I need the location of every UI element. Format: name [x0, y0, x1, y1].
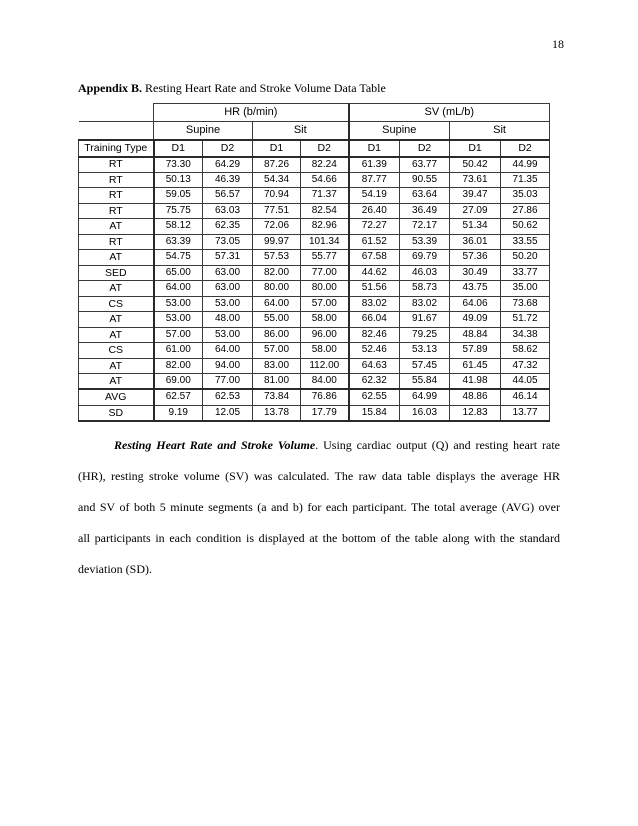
table-row: [79, 265, 550, 281]
training-type-cell: RT: [79, 203, 154, 219]
training-type-cell: AT: [79, 219, 154, 235]
value-cell: 63.77: [400, 157, 450, 173]
value-cell: 39.47: [450, 188, 501, 204]
value-cell: 64.06: [450, 296, 501, 312]
data-table-wrapper: [78, 103, 549, 419]
value-cell: 41.98: [450, 374, 501, 390]
table-row: [79, 172, 550, 188]
training-type-cell: AT: [79, 250, 154, 266]
value-cell: 71.35: [501, 172, 550, 188]
training-type-cell: CS: [79, 296, 154, 312]
table-row: [79, 203, 550, 219]
appendix-heading: [78, 81, 386, 96]
training-type-cell: RT: [79, 172, 154, 188]
paragraph-line-1-text: . Using cardiac output (Q) and resting heart rate: [315, 438, 560, 452]
value-cell: 64.63: [349, 358, 400, 374]
value-cell: 33.77: [501, 265, 550, 281]
value-cell: 79.25: [400, 327, 450, 343]
column-header: D1: [349, 140, 400, 157]
value-cell: 53.13: [400, 343, 450, 359]
summary-value-cell: 12.83: [450, 405, 501, 421]
value-cell: 65.00: [154, 265, 203, 281]
value-cell: 82.46: [349, 327, 400, 343]
value-cell: 82.00: [154, 358, 203, 374]
value-cell: 77.51: [253, 203, 301, 219]
summary-row-sd: [79, 405, 550, 421]
value-cell: 61.45: [450, 358, 501, 374]
value-cell: 64.00: [154, 281, 203, 297]
table-row: [79, 188, 550, 204]
summary-value-cell: 12.05: [203, 405, 253, 421]
value-cell: 91.67: [400, 312, 450, 328]
summary-label-cell: SD: [79, 405, 154, 421]
value-cell: 47.32: [501, 358, 550, 374]
value-cell: 82.96: [301, 219, 349, 235]
value-cell: 30.49: [450, 265, 501, 281]
table-row: [79, 343, 550, 359]
table-row: [79, 374, 550, 390]
table-row: [79, 312, 550, 328]
value-cell: 57.31: [203, 250, 253, 266]
summary-value-cell: 17.79: [301, 405, 349, 421]
paragraph-line-5: deviation (SD).: [78, 562, 152, 576]
value-cell: 50.42: [450, 157, 501, 173]
value-cell: 57.00: [154, 327, 203, 343]
value-cell: 55.00: [253, 312, 301, 328]
training-type-cell: RT: [79, 188, 154, 204]
value-cell: 62.35: [203, 219, 253, 235]
training-type-cell: AT: [79, 327, 154, 343]
header-row-groups: [79, 104, 550, 122]
summary-row-avg: [79, 389, 550, 405]
value-cell: 51.56: [349, 281, 400, 297]
value-cell: 57.00: [253, 343, 301, 359]
value-cell: 57.36: [450, 250, 501, 266]
value-cell: 54.19: [349, 188, 400, 204]
summary-value-cell: 16.03: [400, 405, 450, 421]
column-header: D1: [450, 140, 501, 157]
column-header: Training Type: [79, 140, 154, 157]
header-row-positions: [79, 122, 550, 140]
sub-header-supine: Supine: [349, 122, 450, 140]
empty-corner-cell: [79, 122, 154, 140]
value-cell: 53.00: [203, 296, 253, 312]
value-cell: 27.09: [450, 203, 501, 219]
summary-value-cell: 48.86: [450, 389, 501, 405]
value-cell: 63.03: [203, 203, 253, 219]
value-cell: 69.00: [154, 374, 203, 390]
paragraph-line-1: [78, 430, 560, 461]
table-row: [79, 296, 550, 312]
value-cell: 87.77: [349, 172, 400, 188]
value-cell: 53.00: [154, 296, 203, 312]
value-cell: 34.38: [501, 327, 550, 343]
value-cell: 58.12: [154, 219, 203, 235]
value-cell: 55.77: [301, 250, 349, 266]
training-type-cell: AT: [79, 312, 154, 328]
group-header-sv: SV (mL/b): [349, 104, 550, 122]
table-row: [79, 219, 550, 235]
value-cell: 61.00: [154, 343, 203, 359]
column-header: D2: [203, 140, 253, 157]
value-cell: 63.00: [203, 281, 253, 297]
value-cell: 50.62: [501, 219, 550, 235]
value-cell: 72.06: [253, 219, 301, 235]
value-cell: 72.17: [400, 219, 450, 235]
summary-value-cell: 46.14: [501, 389, 550, 405]
value-cell: 82.54: [301, 203, 349, 219]
summary-value-cell: 73.84: [253, 389, 301, 405]
value-cell: 54.66: [301, 172, 349, 188]
value-cell: 51.72: [501, 312, 550, 328]
empty-corner-cell: [79, 104, 154, 122]
summary-value-cell: 13.77: [501, 405, 550, 421]
value-cell: 67.58: [349, 250, 400, 266]
value-cell: 44.62: [349, 265, 400, 281]
value-cell: 55.84: [400, 374, 450, 390]
table-row: [79, 250, 550, 266]
value-cell: 48.84: [450, 327, 501, 343]
paragraph-lead: Resting Heart Rate and Stroke Volume: [114, 438, 316, 452]
paragraph-line-2: (HR), resting stroke volume (SV) was calculated. The raw data table displays the average HR: [78, 469, 560, 483]
training-type-cell: AT: [79, 358, 154, 374]
column-header: D1: [253, 140, 301, 157]
value-cell: 44.05: [501, 374, 550, 390]
value-cell: 53.39: [400, 234, 450, 250]
value-cell: 57.00: [301, 296, 349, 312]
value-cell: 71.37: [301, 188, 349, 204]
table-row: [79, 281, 550, 297]
training-type-cell: RT: [79, 234, 154, 250]
description-paragraph: [78, 430, 560, 585]
table-row: [79, 234, 550, 250]
summary-value-cell: 62.57: [154, 389, 203, 405]
value-cell: 53.00: [154, 312, 203, 328]
value-cell: 94.00: [203, 358, 253, 374]
value-cell: 58.73: [400, 281, 450, 297]
value-cell: 63.00: [203, 265, 253, 281]
appendix-title: Resting Heart Rate and Stroke Volume Data Table: [145, 81, 386, 95]
summary-label-cell: AVG: [79, 389, 154, 405]
training-type-cell: SED: [79, 265, 154, 281]
value-cell: 35.03: [501, 188, 550, 204]
value-cell: 99.97: [253, 234, 301, 250]
value-cell: 33.55: [501, 234, 550, 250]
value-cell: 75.75: [154, 203, 203, 219]
value-cell: 90.55: [400, 172, 450, 188]
value-cell: 73.05: [203, 234, 253, 250]
value-cell: 73.30: [154, 157, 203, 173]
summary-value-cell: 15.84: [349, 405, 400, 421]
value-cell: 96.00: [301, 327, 349, 343]
value-cell: 58.00: [301, 312, 349, 328]
value-cell: 87.26: [253, 157, 301, 173]
value-cell: 46.39: [203, 172, 253, 188]
sub-header-sit: Sit: [253, 122, 349, 140]
value-cell: 53.00: [203, 327, 253, 343]
value-cell: 58.00: [301, 343, 349, 359]
value-cell: 69.79: [400, 250, 450, 266]
summary-value-cell: 62.55: [349, 389, 400, 405]
value-cell: 61.52: [349, 234, 400, 250]
table-row: [79, 157, 550, 173]
column-header: D1: [154, 140, 203, 157]
column-header: D2: [301, 140, 349, 157]
value-cell: 66.04: [349, 312, 400, 328]
value-cell: 86.00: [253, 327, 301, 343]
value-cell: 43.75: [450, 281, 501, 297]
value-cell: 77.00: [203, 374, 253, 390]
value-cell: 54.75: [154, 250, 203, 266]
value-cell: 80.00: [253, 281, 301, 297]
appendix-label: Appendix B.: [78, 81, 143, 95]
summary-value-cell: 9.19: [154, 405, 203, 421]
value-cell: 83.02: [349, 296, 400, 312]
value-cell: 35.00: [501, 281, 550, 297]
value-cell: 112.00: [301, 358, 349, 374]
value-cell: 82.24: [301, 157, 349, 173]
value-cell: 36.49: [400, 203, 450, 219]
value-cell: 51.34: [450, 219, 501, 235]
value-cell: 57.89: [450, 343, 501, 359]
value-cell: 59.05: [154, 188, 203, 204]
value-cell: 64.00: [203, 343, 253, 359]
value-cell: 56.57: [203, 188, 253, 204]
value-cell: 82.00: [253, 265, 301, 281]
value-cell: 73.61: [450, 172, 501, 188]
value-cell: 49.09: [450, 312, 501, 328]
value-cell: 52.46: [349, 343, 400, 359]
group-header-hr: HR (b/min): [154, 104, 349, 122]
sub-header-sit: Sit: [450, 122, 550, 140]
value-cell: 48.00: [203, 312, 253, 328]
training-type-cell: AT: [79, 374, 154, 390]
value-cell: 83.00: [253, 358, 301, 374]
summary-value-cell: 13.78: [253, 405, 301, 421]
value-cell: 57.53: [253, 250, 301, 266]
summary-value-cell: 64.99: [400, 389, 450, 405]
value-cell: 54.34: [253, 172, 301, 188]
table-row: [79, 358, 550, 374]
value-cell: 46.03: [400, 265, 450, 281]
value-cell: 50.20: [501, 250, 550, 266]
value-cell: 83.02: [400, 296, 450, 312]
value-cell: 36.01: [450, 234, 501, 250]
summary-value-cell: 62.53: [203, 389, 253, 405]
column-header: D2: [400, 140, 450, 157]
value-cell: 73.68: [501, 296, 550, 312]
value-cell: 64.29: [203, 157, 253, 173]
value-cell: 57.45: [400, 358, 450, 374]
value-cell: 26.40: [349, 203, 400, 219]
paragraph-line-4: all participants in each condition is displayed at the bottom of the table along with the standard: [78, 531, 560, 545]
value-cell: 50.13: [154, 172, 203, 188]
page-number: 18: [552, 37, 564, 51]
value-cell: 101.34: [301, 234, 349, 250]
column-header: D2: [501, 140, 550, 157]
summary-value-cell: 76.86: [301, 389, 349, 405]
paragraph-line-3: and SV of both 5 minute segments (a and b) for each participant. The total average (AVG) over: [78, 500, 560, 514]
training-type-cell: AT: [79, 281, 154, 297]
sub-header-supine: Supine: [154, 122, 253, 140]
value-cell: 64.00: [253, 296, 301, 312]
value-cell: 70.94: [253, 188, 301, 204]
value-cell: 27.86: [501, 203, 550, 219]
value-cell: 81.00: [253, 374, 301, 390]
training-type-cell: CS: [79, 343, 154, 359]
value-cell: 77.00: [301, 265, 349, 281]
value-cell: 44.99: [501, 157, 550, 173]
value-cell: 72.27: [349, 219, 400, 235]
value-cell: 61.39: [349, 157, 400, 173]
data-table: [78, 103, 550, 422]
value-cell: 58.62: [501, 343, 550, 359]
value-cell: 80.00: [301, 281, 349, 297]
training-type-cell: RT: [79, 157, 154, 173]
value-cell: 84.00: [301, 374, 349, 390]
table-row: [79, 327, 550, 343]
value-cell: 63.39: [154, 234, 203, 250]
value-cell: 63.64: [400, 188, 450, 204]
value-cell: 62.32: [349, 374, 400, 390]
header-row-columns: [79, 140, 550, 157]
